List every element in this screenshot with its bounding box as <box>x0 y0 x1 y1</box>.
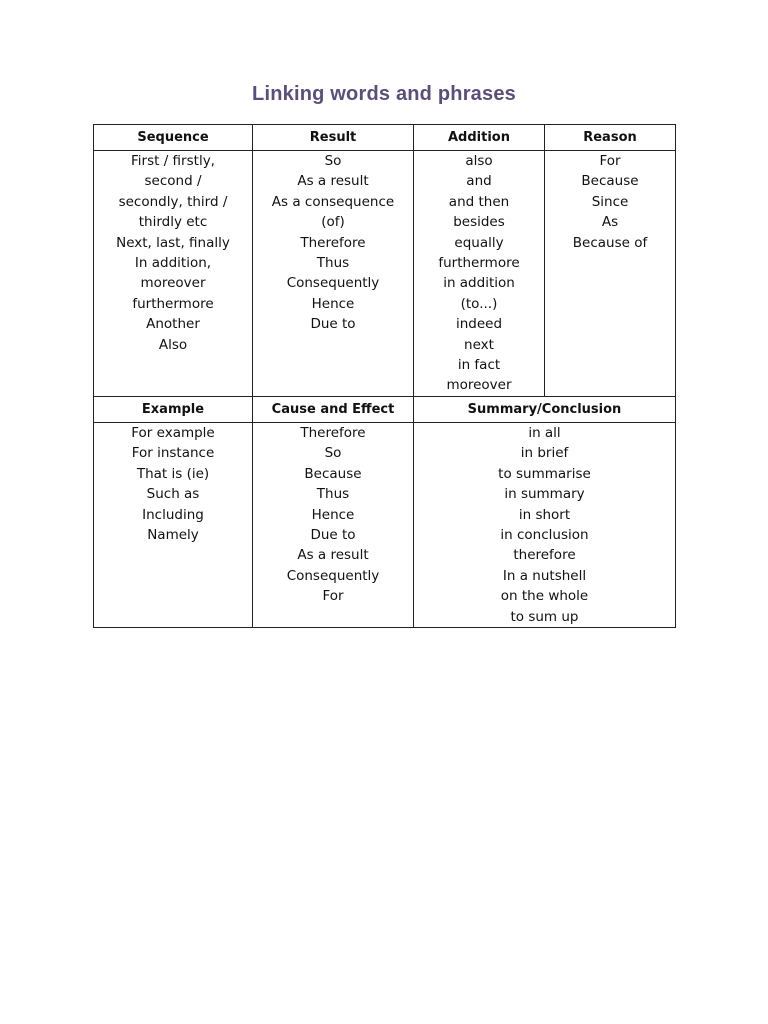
list-item: on the whole <box>500 588 589 605</box>
list-item: That is (ie) <box>136 465 210 482</box>
list-item: Thus <box>316 255 350 272</box>
list-item: and then <box>448 193 510 210</box>
list-item: Therefore <box>300 234 366 251</box>
list-item: As a result <box>297 547 369 564</box>
list-item: next <box>464 336 494 353</box>
list-item: For example <box>131 424 215 441</box>
list-item: in brief <box>520 445 569 462</box>
list-item: Next, last, finally <box>116 234 230 251</box>
list-item: In a nutshell <box>502 567 587 584</box>
list-item: Another <box>146 316 200 333</box>
list-item: Including <box>142 506 204 523</box>
header-reason: Reason <box>545 125 676 151</box>
list-item: In addition, <box>134 255 212 272</box>
list-item: in fact <box>457 357 501 374</box>
list-item: in addition <box>443 275 515 292</box>
linking-words-table <box>93 124 676 628</box>
cell-reason <box>545 151 676 397</box>
list-item: Consequently <box>286 567 380 584</box>
cell-example <box>94 422 253 627</box>
cell-addition <box>414 151 545 397</box>
list-item: moreover <box>140 275 206 292</box>
list-item: Hence <box>311 295 355 312</box>
list-item: to sum up <box>510 608 579 625</box>
list-item: Due to <box>310 316 356 333</box>
list-item: moreover <box>446 377 512 394</box>
list-item: equally <box>454 234 504 251</box>
list-item: besides <box>453 214 505 231</box>
cell-sequence <box>94 151 253 397</box>
list-item: thirdly etc <box>138 214 208 231</box>
page-title: Linking words and phrases <box>252 83 516 105</box>
list-item: As a consequence <box>271 193 395 210</box>
list-item: Because <box>304 465 362 482</box>
content-row-bottom <box>94 422 676 627</box>
list-item: For <box>599 153 621 169</box>
list-item: Because <box>581 173 639 190</box>
list-item: in all <box>528 424 561 441</box>
list-item: (of) <box>321 214 345 231</box>
list-item: Because of <box>572 234 648 251</box>
header-addition: Addition <box>414 125 545 151</box>
list-item: Consequently <box>286 275 380 292</box>
content-row-top <box>94 151 676 397</box>
list-item: First / firstly, <box>131 153 215 169</box>
list-item: So <box>324 445 342 462</box>
list-item: Also <box>158 336 188 353</box>
list-item: to summarise <box>498 465 591 482</box>
list-item: So <box>324 153 342 169</box>
list-item: furthermore <box>132 295 214 312</box>
list-item: and <box>466 173 492 190</box>
cell-result <box>253 151 414 397</box>
list-item: Such as <box>146 486 200 503</box>
header-example: Example <box>94 396 253 422</box>
list-item: Thus <box>316 486 350 503</box>
list-item: therefore <box>513 547 576 564</box>
header-row-bottom <box>94 396 676 422</box>
list-item: furthermore <box>438 255 520 272</box>
list-item: in summary <box>504 486 585 503</box>
cell-summary-conclusion <box>414 422 676 627</box>
list-item: also <box>465 153 493 169</box>
list-item: indeed <box>455 316 503 333</box>
list-item: in conclusion <box>500 526 589 543</box>
header-cause-and-effect: Cause and Effect <box>253 396 414 422</box>
cell-cause-and-effect <box>253 422 414 627</box>
list-item: in short <box>518 506 571 523</box>
header-result: Result <box>253 125 414 151</box>
list-item: (to...) <box>460 295 498 312</box>
header-summary-conclusion: Summary/Conclusion <box>414 396 676 422</box>
list-item: Namely <box>147 526 199 543</box>
header-row-top <box>94 125 676 151</box>
list-item: Since <box>591 193 629 210</box>
list-item: Therefore <box>300 424 366 441</box>
list-item: For instance <box>131 445 215 462</box>
list-item: For <box>322 588 344 605</box>
list-item: Due to <box>310 526 356 543</box>
header-sequence: Sequence <box>94 125 253 151</box>
list-item: Hence <box>311 506 355 523</box>
list-item: second / <box>144 173 202 190</box>
list-item: As a result <box>297 173 369 190</box>
list-item: As <box>601 214 619 231</box>
list-item: secondly, third / <box>118 193 228 210</box>
